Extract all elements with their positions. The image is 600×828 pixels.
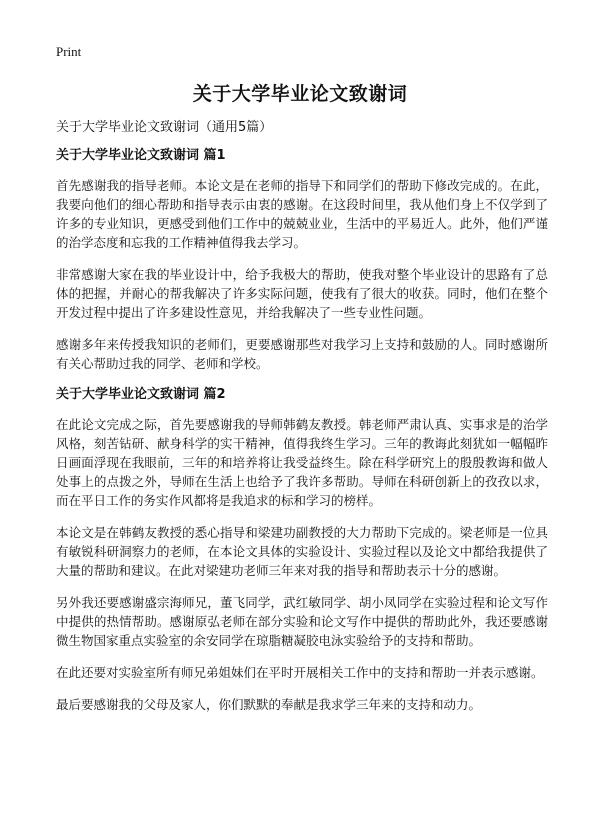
section-heading-2: 关于大学毕业论文致谢词 篇2: [56, 387, 226, 402]
paragraph: 在此还要对实验室所有师兄弟姐妹们在平时开展相关工作中的支持和帮助一并表示感谢。: [56, 665, 544, 680]
section-heading-1: 关于大学毕业论文致谢词 篇1: [56, 148, 226, 163]
paragraph: 最后要感谢我的父母及家人，你们默默的奉献是我求学三年来的支持和动力。: [56, 697, 482, 712]
paragraph: 在此论文完成之际，首先要感谢我的导师韩鹤友教授。韩老师严肃认真、实事求是的治学风格，刻苦钻研、献身科学的实干精神，值得我终生学习。三年的教诲此刻犹如一幅幅昨日画面浮现在我眼前，三年的和培养将让我受益终生。除在科学研究上的殷殷教诲和做人处事上的点拨之外，导师在生活上也给予了我许多帮助。导师在科研创新上的孜孜以求，而在平日工作的务实作风都将是我追求的标和学习的榜样。: [56, 417, 548, 508]
page-title: 关于大学毕业论文致谢词: [192, 83, 408, 105]
paragraph: 本论文是在韩鹤友教授的悉心指导和梁建功副教授的大力帮助下完成的。梁老师是一位具有敏锐科研洞察力的老师，在本论文具体的实验设计、实验过程以及论文中都给我提供了大量的帮助和建议。在此对梁建功老师三年来对我的指导和帮助表示十分的感谢。: [56, 525, 548, 578]
paragraph: 非常感谢大家在我的毕业设计中，给予我极大的帮助，使我对整个毕业设计的思路有了总体的把握，并耐心的帮我解决了许多实际问题，使我有了很大的收获。同时，他们在整个开发过程中提出了许多建设性意见，并给我解决了一些专业性问题。: [56, 267, 548, 320]
document-body: [56, 119, 548, 727]
print-label[interactable]: Print: [56, 44, 82, 59]
document-subtitle: 关于大学毕业论文致谢词（通用5篇）: [56, 120, 273, 135]
paragraph: 首先感谢我的指导老师。本论文是在老师的指导下和同学们的帮助下修改完成的。在此，我要向他们的细心帮助和指导表示由衷的感谢。在这段时间里，我从他们身上不仅学到了许多的专业知识，更感受到他们工作中的兢兢业业，生活中的平易近人。此外，他们严谨的治学态度和忘我的工作精神值得我去学习。: [56, 178, 548, 250]
paragraph: 感谢多年来传授我知识的老师们，更要感谢那些对我学习上支持和鼓励的人。同时感谢所有关心帮助过我的同学、老师和学校。: [56, 337, 548, 371]
paragraph: 另外我还要感谢盛宗海师兄，董飞同学，武红敏同学、胡小凤同学在实验过程和论文写作中提供的热情帮助。感谢原弘老师在部分实验和论文写作中提供的帮助此外，我还要感谢微生物国家重点实验室的余安同学在琼脂糖凝胶电泳实验给予的支持和帮助。: [56, 595, 548, 648]
